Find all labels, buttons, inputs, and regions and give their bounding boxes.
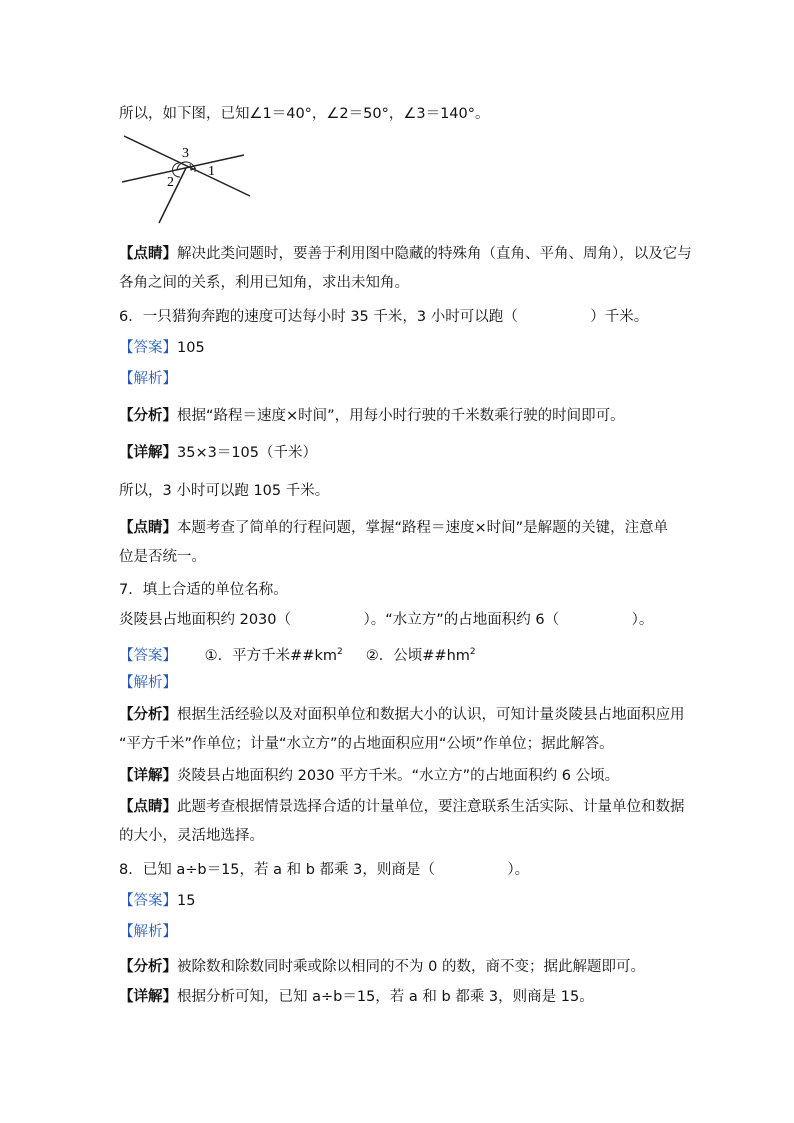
q6-jiexi: 【解析】 (119, 371, 177, 387)
q7-dianjing-line2: 的大小，灵活地选择。 (119, 828, 264, 844)
q6-answer: 【答案】105 (119, 340, 205, 356)
q7-fenxi-line1: 【分析】根据生活经验以及对面积单位和数据大小的认识，可知计量炎陵县占地面积应用 (119, 707, 685, 723)
q6-dianjing-line2: 位是否统一。 (119, 549, 206, 565)
q8-xiangjie: 【详解】根据分析可知，已知 a÷b＝15，若 a 和 b 都乘 3，则商是 15。 (119, 989, 594, 1005)
q7-dianjing-line1: 【点睛】此题考查根据情景选择合适的计量单位，要注意联系生活实际、计量单位和数据 (119, 799, 685, 815)
q7-fenxi-line2: “平方千米”作单位；计量“水立方”的占地面积应用“公顷”作单位；据此解答。 (119, 736, 614, 752)
q7-jiexi: 【解析】 (119, 675, 177, 691)
label-3: 3 (182, 146, 189, 161)
label-2: 2 (167, 175, 174, 190)
q6-question: 6．一只猎狗奔跑的速度可达每小时 35 千米，3 小时可以跑（ ）千米。 (119, 309, 649, 325)
q7-question: 7．填上合适的单位名称。 (119, 582, 288, 598)
q7-line2: 炎陵县占地面积约 2030（ ）。“水立方”的占地面积约 6（ ）。 (119, 612, 654, 628)
q6-conclusion: 所以，3 小时可以跑 105 千米。 (119, 483, 330, 499)
dianjing-1-line2: 各角之间的关系，利用已知角，求出未知角。 (119, 275, 409, 291)
line-b (124, 136, 250, 196)
label-1: 1 (208, 164, 215, 179)
q6-xiangjie: 【详解】35×3＝105（千米） (119, 445, 318, 461)
dianjing-1-line1: 【点睛】解决此类问题时，要善于利用图中隐藏的特殊角（直角、平角、周角），以及它与 (119, 246, 692, 262)
q6-fenxi: 【分析】根据“路程＝速度×时间”，用每小时行驶的千米数乘行驶的时间即可。 (119, 408, 625, 424)
q8-question: 8．已知 a÷b＝15，若 a 和 b 都乘 3，则商是（ ）。 (119, 862, 530, 878)
q7-answer: 【答案】 ①．平方千米$\#\#km^2$ ②．公顷$\#\#hm^2$ (119, 647, 476, 664)
q8-jiexi: 【解析】 (119, 924, 177, 940)
angle-figure (116, 133, 261, 229)
q7-xiangjie: 【详解】炎陵县占地面积约 2030 平方千米。“水立方”的占地面积约 6 公顷。 (119, 768, 620, 784)
q8-fenxi: 【分析】被除数和除数同时乘或除以相同的不为 0 的数，商不变；据此解题即可。 (119, 959, 645, 975)
q8-answer: 【答案】15 (119, 893, 196, 909)
q6-dianjing-line1: 【点睛】本题考查了简单的行程问题，掌握“路程＝速度×时间”是解题的关键，注意单 (119, 520, 669, 536)
text-given-angles: 所以，如下图，已知∠1＝40°，∠2＝50°，∠3＝140°。 (119, 106, 490, 122)
